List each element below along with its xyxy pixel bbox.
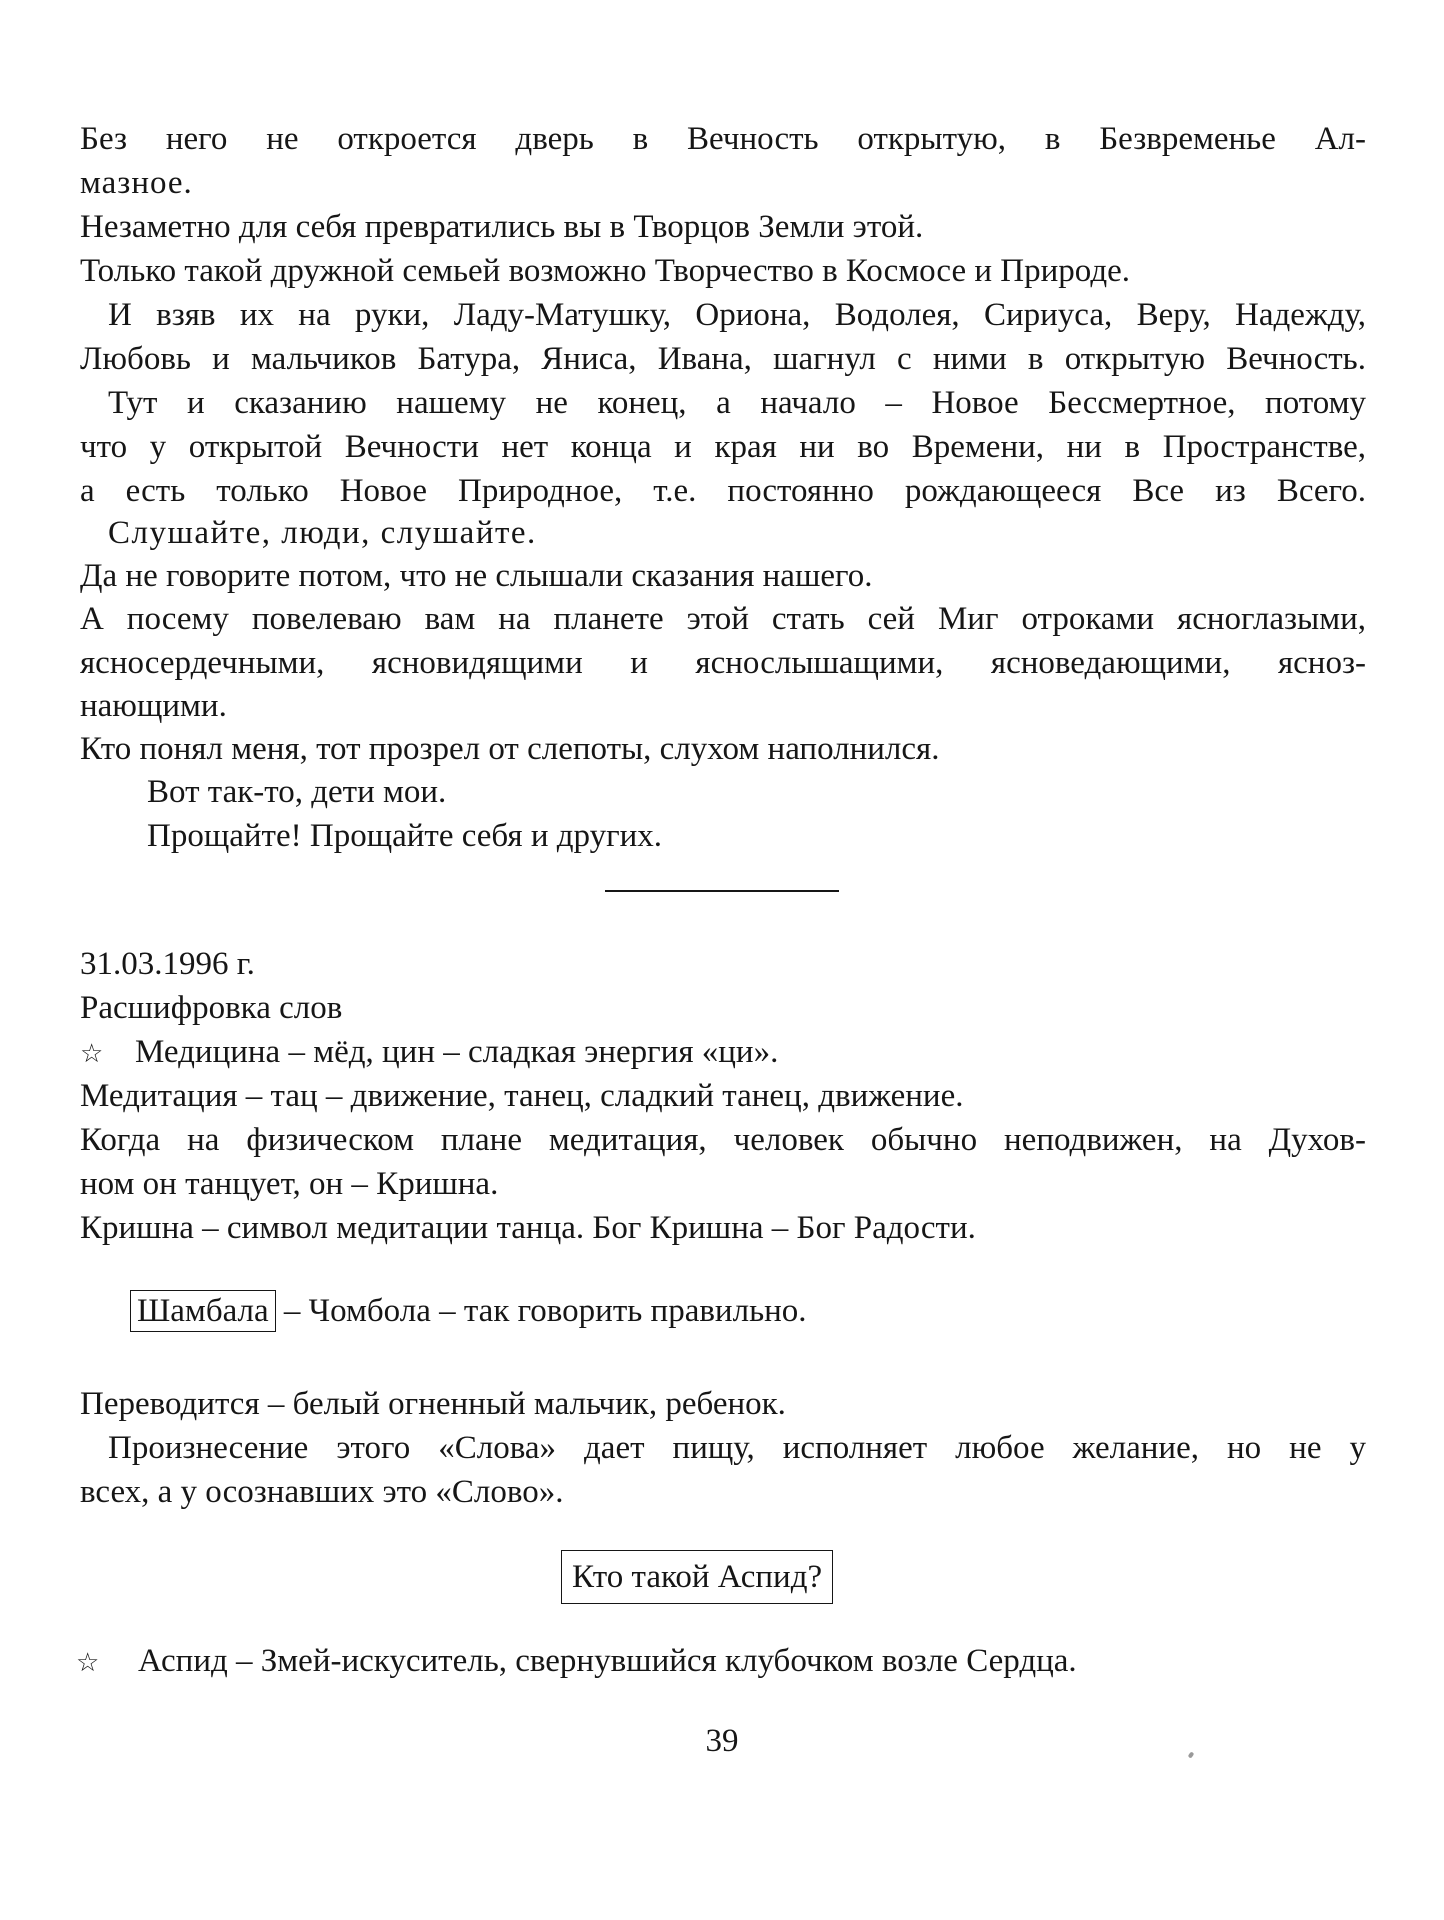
text-line: а есть только Новое Природное, т.е. постоянно рождающееся Все из Всего.: [80, 473, 1366, 509]
text-line: Только такой дружной семьей возможно Творчество в Космосе и Природе.: [80, 253, 1131, 289]
text-line: Переводится – белый огненный мальчик, ребенок.: [80, 1386, 786, 1422]
boxed-question-line: [561, 1550, 833, 1604]
text-line: Аспид – Змей-искуситель, свернувшийся клубочком возле Сердца.: [138, 1643, 1077, 1679]
text-line: мазное.: [80, 165, 193, 201]
text-line: нающими.: [80, 688, 227, 724]
text-line: Незаметно для себя превратились вы в Творцов Земли этой.: [80, 209, 924, 245]
section-heading: Расшифровка слов: [80, 990, 343, 1026]
text-line: Медитация – тац – движение, танец, сладкий танец, движение.: [80, 1078, 964, 1114]
text-line: ном он танцует, он – Кришна.: [80, 1166, 499, 1202]
text-line: А посему повелеваю вам на планете этой стать сей Миг отроками ясноглазыми,: [80, 601, 1366, 637]
text-line: – Чомбола – так говорить правильно.: [283, 1293, 807, 1329]
text-line: всех, а у осознавших это «Слово».: [80, 1474, 564, 1510]
text-line: ясносердечными, ясновидящими и яснослышащими, ясноведающими, ясноз-: [80, 645, 1366, 681]
text-line: И взяв их на руки, Ладу-Матушку, Ориона, Водолея, Сириуса, Веру, Надежду,: [108, 297, 1366, 333]
boxed-question: Кто такой Аспид?: [561, 1550, 833, 1604]
text-line: Кришна – символ медитации танца. Бог Кришна – Бог Радости.: [80, 1210, 976, 1246]
boxed-term: Шамбала: [130, 1290, 276, 1332]
text-line: Когда на физическом плане медитация, человек обычно неподвижен, на Духов-: [80, 1122, 1366, 1158]
text-line: что у открытой Вечности нет конца и края ни во Времени, ни в Пространстве,: [80, 429, 1366, 465]
section-divider: [605, 890, 839, 892]
entry-date: 31.03.1996 г.: [80, 946, 255, 982]
star-list-item: [76, 1640, 1077, 1684]
text-line: Слушайте, люди, слушайте.: [108, 515, 537, 551]
text-line: Медицина – мёд, цин – сладкая энергия «ци».: [135, 1034, 779, 1070]
star-list-item: [80, 1031, 778, 1075]
text-line: Вот так-то, дети мои.: [147, 774, 447, 810]
text-line: Тут и сказанию нашему не конец, а начало – Новое Бессмертное, потому: [108, 385, 1366, 421]
text-line: Да не говорите потом, что не слышали сказания нашего.: [80, 558, 873, 594]
text-line: Любовь и мальчиков Батура, Яниса, Ивана, шагнул с ними в открытую Вечность.: [80, 341, 1366, 377]
boxed-term-line: [130, 1290, 807, 1332]
text-line: Кто понял меня, тот прозрел от слепоты, слухом наполнился.: [80, 731, 940, 767]
page-number: 39: [705, 1723, 739, 1759]
star-icon: ☆: [76, 1648, 100, 1678]
star-icon: ☆: [80, 1039, 104, 1069]
text-line: Без него не откроется дверь в Вечность открытую, в Безвременье Ал-: [80, 121, 1366, 157]
text-line: Прощайте! Прощайте себя и других.: [147, 818, 663, 854]
text-line: Произнесение этого «Слова» дает пищу, исполняет любое желание, но не у: [108, 1430, 1366, 1466]
